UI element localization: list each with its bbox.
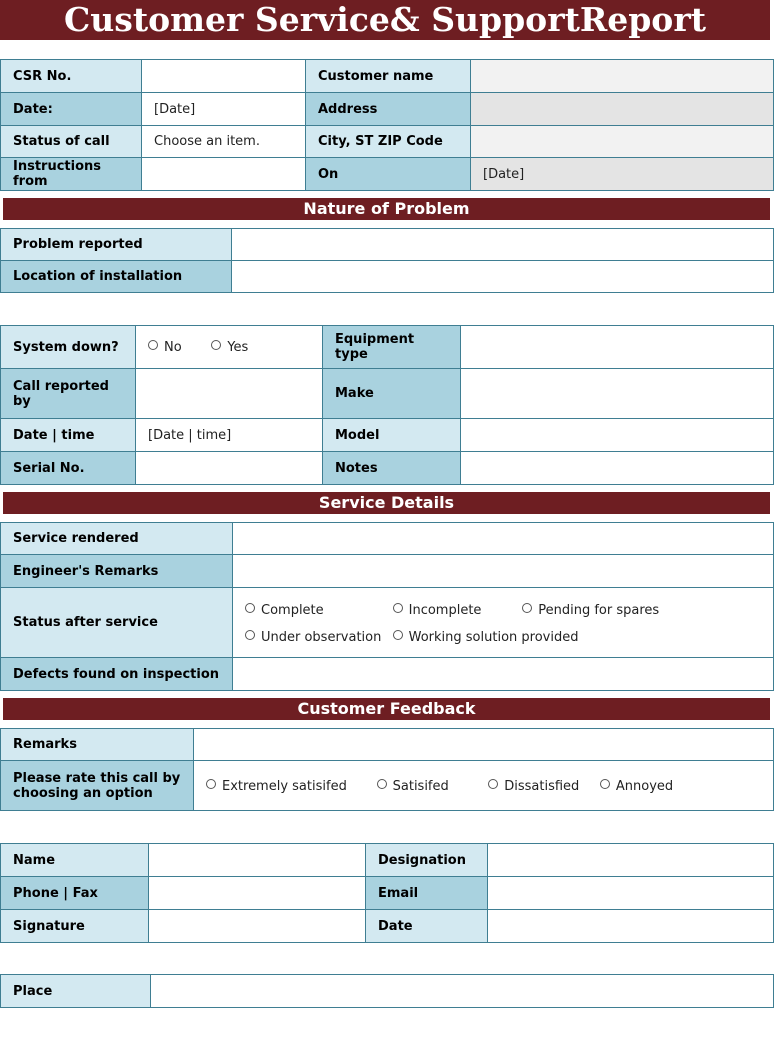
customer-feedback-heading: Customer Feedback <box>3 698 770 720</box>
location-label: Location of installation <box>1 261 232 293</box>
signature-field[interactable] <box>149 910 366 943</box>
engineers-remarks-label: Engineer's Remarks <box>1 555 233 588</box>
status-complete-option[interactable]: Complete <box>245 597 389 624</box>
status-pending-option[interactable]: Pending for spares <box>522 597 659 624</box>
phone-fax-field[interactable] <box>149 877 366 910</box>
make-label: Make <box>323 369 461 419</box>
name-field[interactable] <box>149 844 366 877</box>
system-table <box>0 325 774 485</box>
system-down-label: System down? <box>1 326 136 369</box>
call-reported-by-label: Call reported by <box>1 369 136 419</box>
serial-no-field[interactable] <box>136 452 323 485</box>
radio-icon <box>206 779 216 789</box>
nature-of-problem-heading: Nature of Problem <box>3 198 770 220</box>
name-label: Name <box>1 844 149 877</box>
email-label: Email <box>366 877 488 910</box>
radio-icon <box>488 779 498 789</box>
defects-field[interactable] <box>233 658 774 691</box>
signature-table <box>0 843 774 943</box>
problem-reported-label: Problem reported <box>1 229 232 261</box>
designation-label: Designation <box>366 844 488 877</box>
rate-call-options <box>194 761 774 811</box>
rate-extremely-satisfied-option[interactable]: Extremely satisifed <box>206 779 373 794</box>
rate-satisfied-option[interactable]: Satisifed <box>377 779 485 794</box>
service-rendered-label: Service rendered <box>1 523 233 555</box>
make-field[interactable] <box>461 369 774 419</box>
instructions-from-field[interactable] <box>142 158 306 191</box>
location-field[interactable] <box>232 261 774 293</box>
equipment-type-field[interactable] <box>461 326 774 369</box>
service-rendered-field[interactable] <box>233 523 774 555</box>
sign-date-field[interactable] <box>488 910 774 943</box>
customer-name-label: Customer name <box>306 60 471 93</box>
date-label: Date: <box>1 93 142 126</box>
email-field[interactable] <box>488 877 774 910</box>
sign-date-label: Date <box>366 910 488 943</box>
address-label: Address <box>306 93 471 126</box>
rate-call-label: Please rate this call by choosing an option <box>1 761 194 811</box>
model-field[interactable] <box>461 419 774 452</box>
equipment-type-label: Equipment type <box>323 326 461 369</box>
radio-icon <box>211 340 221 350</box>
system-down-yes-option[interactable]: Yes <box>211 340 248 355</box>
notes-field[interactable] <box>461 452 774 485</box>
problem-table <box>0 228 774 293</box>
csr-no-field[interactable] <box>142 60 306 93</box>
problem-reported-field[interactable] <box>232 229 774 261</box>
date-field[interactable]: [Date] <box>142 93 306 126</box>
signature-label: Signature <box>1 910 149 943</box>
on-date-field[interactable]: [Date] <box>471 158 774 191</box>
status-after-service-options <box>233 588 774 658</box>
instructions-from-label: Instructions from <box>1 158 142 191</box>
phone-fax-label: Phone | Fax <box>1 877 149 910</box>
status-after-service-label: Status after service <box>1 588 233 658</box>
status-working-option[interactable]: Working solution provided <box>393 624 579 651</box>
feedback-remarks-label: Remarks <box>1 729 194 761</box>
designation-field[interactable] <box>488 844 774 877</box>
radio-icon <box>600 779 610 789</box>
defects-label: Defects found on inspection <box>1 658 233 691</box>
address-field[interactable] <box>471 93 774 126</box>
date-time-field[interactable]: [Date | time] <box>136 419 323 452</box>
radio-icon <box>148 340 158 350</box>
radio-icon <box>377 779 387 789</box>
model-label: Model <box>323 419 461 452</box>
header-table <box>0 59 774 191</box>
status-of-call-select[interactable]: Choose an item. <box>142 126 306 158</box>
place-label: Place <box>1 975 151 1008</box>
on-label: On <box>306 158 471 191</box>
feedback-table <box>0 728 774 811</box>
city-field[interactable] <box>471 126 774 158</box>
system-down-options <box>136 326 323 369</box>
status-of-call-label: Status of call <box>1 126 142 158</box>
service-details-heading: Service Details <box>3 492 770 514</box>
serial-no-label: Serial No. <box>1 452 136 485</box>
radio-icon <box>245 630 255 640</box>
system-down-no-option[interactable]: No <box>148 340 182 355</box>
date-time-label: Date | time <box>1 419 136 452</box>
radio-icon <box>393 603 403 613</box>
radio-icon <box>522 603 532 613</box>
status-observation-option[interactable]: Under observation <box>245 624 389 651</box>
rate-annoyed-option[interactable]: Annoyed <box>600 779 673 794</box>
notes-label: Notes <box>323 452 461 485</box>
report-title: Customer Service& SupportReport <box>0 0 770 40</box>
rate-dissatisfied-option[interactable]: Dissatisfied <box>488 779 596 794</box>
radio-icon <box>393 630 403 640</box>
csr-no-label: CSR No. <box>1 60 142 93</box>
place-table <box>0 974 774 1008</box>
call-reported-by-field[interactable] <box>136 369 323 419</box>
feedback-remarks-field[interactable] <box>194 729 774 761</box>
status-incomplete-option[interactable]: Incomplete <box>393 597 519 624</box>
customer-name-field[interactable] <box>471 60 774 93</box>
engineers-remarks-field[interactable] <box>233 555 774 588</box>
city-label: City, ST ZIP Code <box>306 126 471 158</box>
service-table <box>0 522 774 691</box>
place-field[interactable] <box>151 975 774 1008</box>
radio-icon <box>245 603 255 613</box>
